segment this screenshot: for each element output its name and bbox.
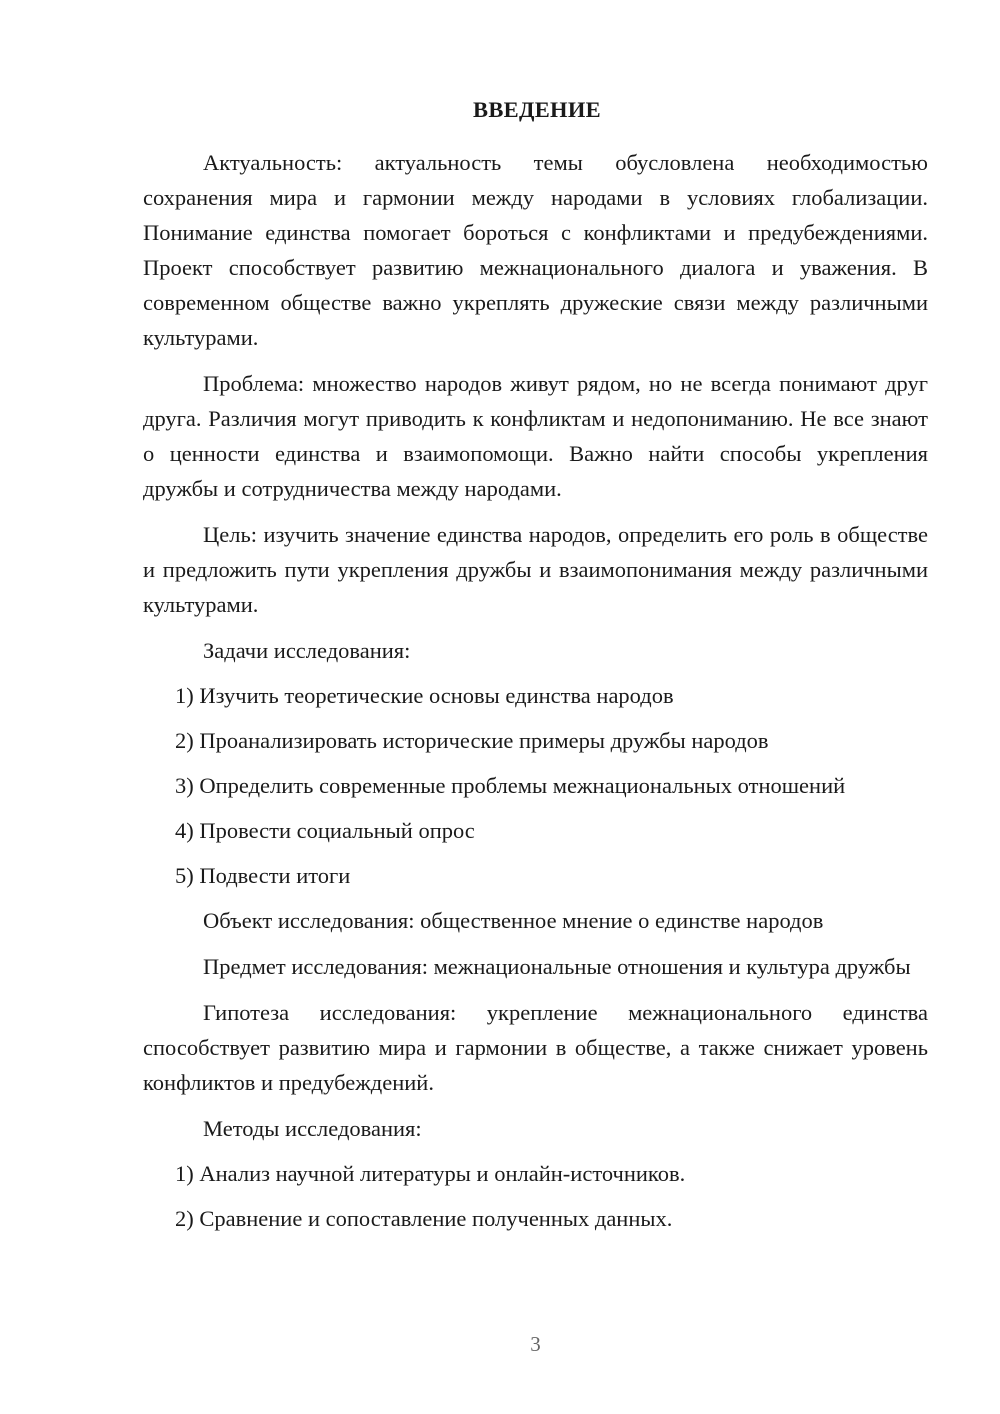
relevance-paragraph: Актуальность: актуальность темы обусловлена необходимостью сохранения мира и гармонии между народами в условиях глобализации. Понимание единства помогает бороться с конфликтами и предубеждениями. Проект способствует развитию межнационального диалога и уважения. В современном обществе важно укреплять дружеские связи между различными культурами. — [143, 150, 928, 350]
object-paragraph: Объект исследования: общественное мнение о единстве народов — [203, 908, 824, 933]
document-page — [143, 95, 928, 1246]
list-item: 2) Сравнение и сопоставление полученных данных. — [175, 1206, 673, 1231]
list-item: 2) Проанализировать исторические примеры дружбы народов — [175, 728, 769, 753]
tasks-heading: Задачи исследования: — [203, 638, 411, 663]
list-item: 1) Изучить теоретические основы единства народов — [175, 683, 674, 708]
methods-heading: Методы исследования: — [203, 1116, 422, 1141]
page-number: 3 — [530, 1332, 541, 1356]
problem-paragraph: Проблема: множество народов живут рядом, но не всегда понимают друг друга. Различия могут приводить к конфликтам и недопониманию. Не все знают о ценности единства и взаимопомощи. Важно найти способы укрепления дружбы и сотрудничества между народами. — [143, 371, 928, 501]
hypothesis-paragraph: Гипотеза исследования: укрепление межнационального единства способствует развитию мира и гармонии в обществе, а также снижает уровень конфликтов и предубеждений. — [143, 1000, 928, 1095]
list-item: 1) Анализ научной литературы и онлайн-источников. — [175, 1161, 686, 1186]
subject-paragraph: Предмет исследования: межнациональные отношения и культура дружбы — [203, 954, 911, 979]
list-item: 5) Подвести итоги — [175, 863, 351, 888]
list-item: 3) Определить современные проблемы межнациональных отношений — [175, 773, 846, 798]
goal-paragraph: Цель: изучить значение единства народов, определить его роль в обществе и предложить пути укрепления дружбы и взаимопонимания между различными культурами. — [143, 522, 928, 617]
section-title: ВВЕДЕНИЕ — [473, 97, 601, 122]
list-item: 4) Провести социальный опрос — [175, 818, 475, 843]
